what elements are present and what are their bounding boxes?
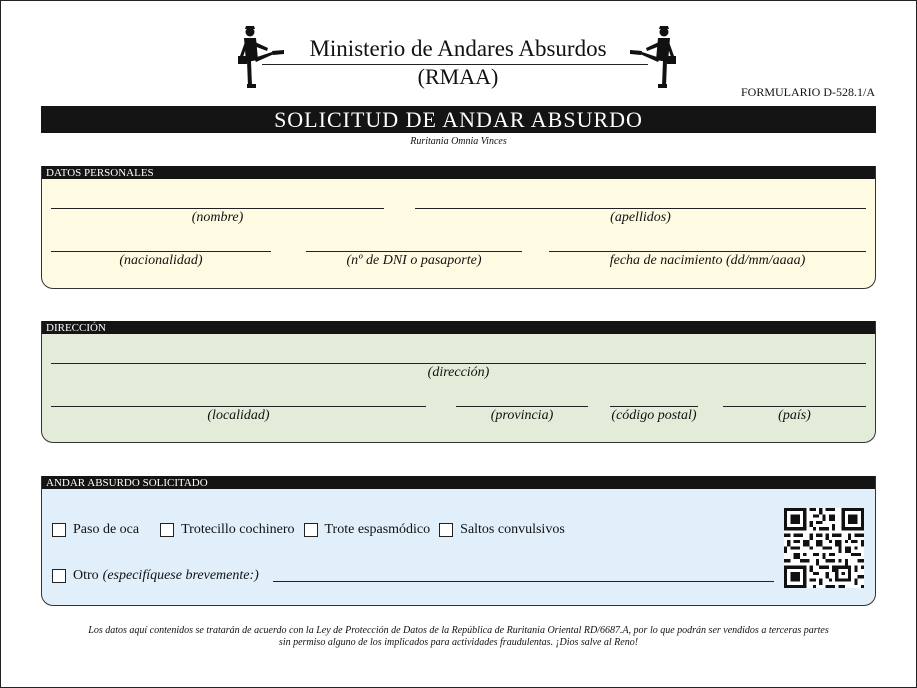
address-section: [41, 321, 876, 443]
notice-line-1: Los datos aquí contenidos se tratarán de acuerdo con la Ley de Protección de Datos de la República de Ruritania Oriental RD/6687.A, por lo que podrán ser vendidos a terceras partes: [88, 625, 829, 636]
province-caption: (provincia): [490, 408, 554, 423]
convulsive-jumps-checkbox[interactable]: [439, 523, 453, 537]
postal-code-caption: (código postal): [611, 408, 697, 423]
motto: Ruritania Omnia Vinces: [410, 136, 507, 147]
piggy-trot-checkbox[interactable]: [160, 523, 174, 537]
option-goose-step[interactable]: [52, 522, 139, 538]
piggy-trot-label: Trotecillo cochinero: [181, 522, 295, 537]
nationality-caption: (nacionalidad): [119, 253, 203, 268]
surname-caption: (apellidos): [610, 210, 671, 225]
id-number-caption: (nº de DNI o pasaporte): [346, 253, 482, 268]
other-label: Otro: [73, 568, 99, 583]
birth-date-caption: fecha de nacimiento (dd/mm/aaaa): [609, 253, 806, 268]
id-number-field[interactable]: [306, 251, 522, 252]
option-convulsive-jumps[interactable]: [439, 522, 565, 538]
personal-data-section: [41, 166, 876, 289]
goose-step-label: Paso de oca: [73, 522, 140, 537]
walk-options: [52, 522, 574, 538]
spasmodic-trot-checkbox[interactable]: [304, 523, 318, 537]
surname-field[interactable]: [415, 208, 866, 209]
convulsive-jumps-label: Saltos convulsivos: [460, 522, 565, 537]
option-piggy-trot[interactable]: [160, 522, 294, 538]
section-heading: DATOS PERSONALES: [42, 166, 875, 179]
ministry-acronym: (RMAA): [417, 64, 499, 89]
option-other: [52, 568, 259, 584]
requested-walk-section: [41, 476, 876, 606]
street-caption: (dirección): [427, 365, 490, 380]
town-field[interactable]: [51, 406, 426, 407]
nationality-field[interactable]: [51, 251, 271, 252]
country-field[interactable]: [723, 406, 866, 407]
section-heading: ANDAR ABSURDO SOLICITADO: [42, 476, 875, 489]
town-caption: (localidad): [207, 408, 270, 423]
street-field[interactable]: [51, 363, 866, 364]
form-title: SOLICITUD DE ANDAR ABSURDO: [41, 106, 876, 133]
country-caption: (país): [778, 408, 811, 423]
postal-code-field[interactable]: [610, 406, 698, 407]
section-heading: DIRECCIÓN: [42, 321, 875, 334]
form-code: FORMULARIO D-528.1/A: [740, 85, 875, 99]
qr-code-icon: [784, 508, 864, 588]
name-field[interactable]: [51, 208, 384, 209]
name-caption: (nombre): [191, 210, 244, 225]
notice-line-2: sin permiso alguno de los implicados para actividades fraudulentas. ¡Dios salve al Reno!: [278, 637, 639, 648]
other-spec-field[interactable]: [273, 581, 774, 582]
ministry-name: Ministerio de Andares Absurdos: [309, 36, 607, 61]
province-field[interactable]: [456, 406, 588, 407]
data-protection-notice: [41, 625, 876, 649]
birth-date-field[interactable]: [549, 251, 866, 252]
other-spec-hint: (especifíquese brevemente:): [102, 568, 259, 583]
other-checkbox[interactable]: [52, 569, 66, 583]
spasmodic-trot-label: Trote espasmódico: [324, 522, 431, 537]
option-spasmodic-trot[interactable]: [304, 522, 431, 538]
goose-step-checkbox[interactable]: [52, 523, 66, 537]
